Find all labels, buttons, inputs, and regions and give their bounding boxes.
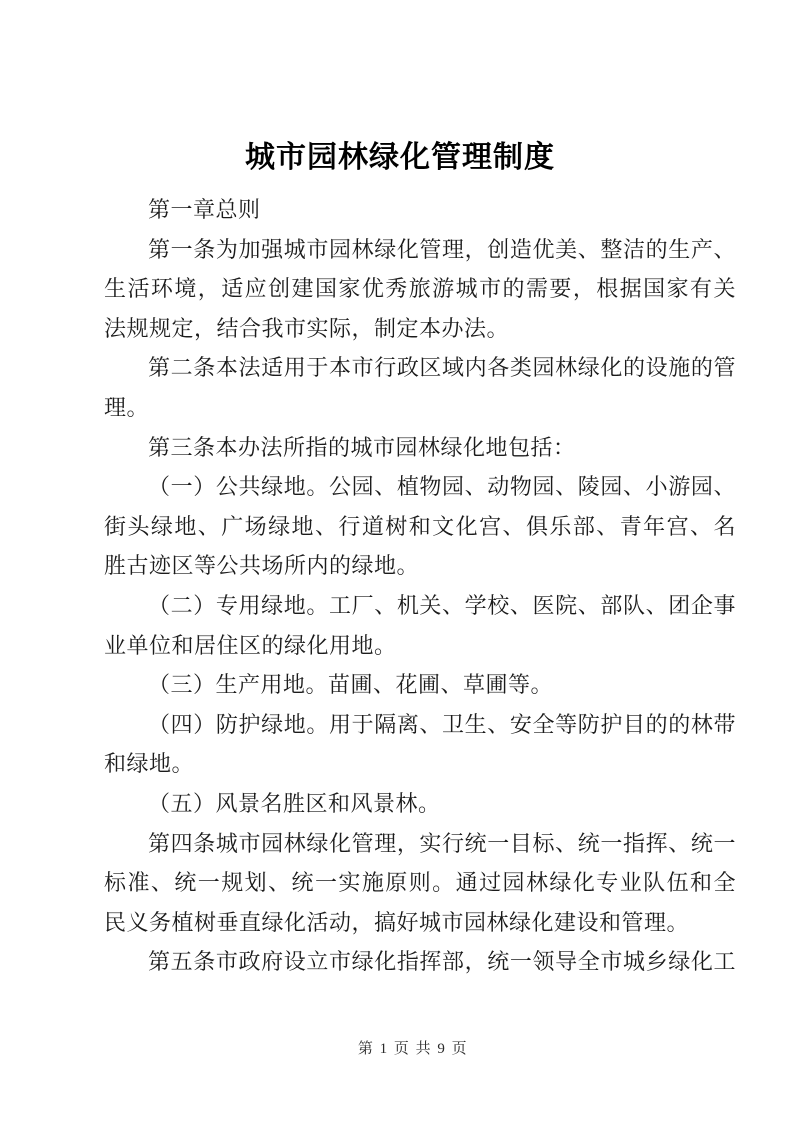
text-line: 胜古迹区等公共场所内的绿地。 <box>104 553 420 579</box>
text-line: （二）专用绿地。工厂、机关、学校、医院、部队、团企事 <box>148 592 736 618</box>
text-line: （四）防护绿地。用于隔离、卫生、安全等防护目的的林带 <box>148 711 736 737</box>
text-line: 业单位和居住区的绿化用地。 <box>104 632 397 658</box>
text-line: （一）公共绿地。公园、植物园、动物园、陵园、小游园、 <box>148 474 736 500</box>
text-line: 第二条本法适用于本市行政区域内各类园林绿化的设施的管 <box>148 355 736 381</box>
page-footer <box>13 1039 800 1059</box>
text-line: 第一章总则 <box>148 197 261 222</box>
text-line: 第一条为加强城市园林绿化管理，创造优美、整洁的生产、 <box>148 236 736 262</box>
text-line: 和绿地。 <box>104 751 195 777</box>
text-line: 理。 <box>104 394 150 420</box>
text-line: 生活环境，适应创建国家优秀旅游城市的需要，根据国家有关 <box>104 276 736 302</box>
page-number-text: 第 1 页 共 9 页 <box>357 1041 469 1057</box>
text-line: 法规规定，结合我市实际，制定本办法。 <box>104 315 510 341</box>
text-line: 标准、统一规划、统一实施原则。通过园林绿化专业队伍和全 <box>104 870 736 896</box>
text-line: 第三条本办法所指的城市园林绿化地包括： <box>148 434 576 460</box>
text-line: 街头绿地、广场绿地、行道树和文化宫、俱乐部、青年宫、名 <box>104 513 736 539</box>
text-line: 第五条市政府设立市绿化指挥部，统一领导全市城乡绿化工 <box>148 949 736 975</box>
text-line: 民义务植树垂直绿化活动，搞好城市园林绿化建设和管理。 <box>104 909 690 935</box>
text-line: （三）生产用地。苗圃、花圃、草圃等。 <box>148 672 554 698</box>
text-line: 第四条城市园林绿化管理，实行统一目标、统一指挥、统一 <box>148 830 736 856</box>
document-body <box>104 190 736 982</box>
text-line: （五）风景名胜区和风景林。 <box>148 790 441 816</box>
document-title: 城市园林绿化管理制度 <box>245 141 555 174</box>
